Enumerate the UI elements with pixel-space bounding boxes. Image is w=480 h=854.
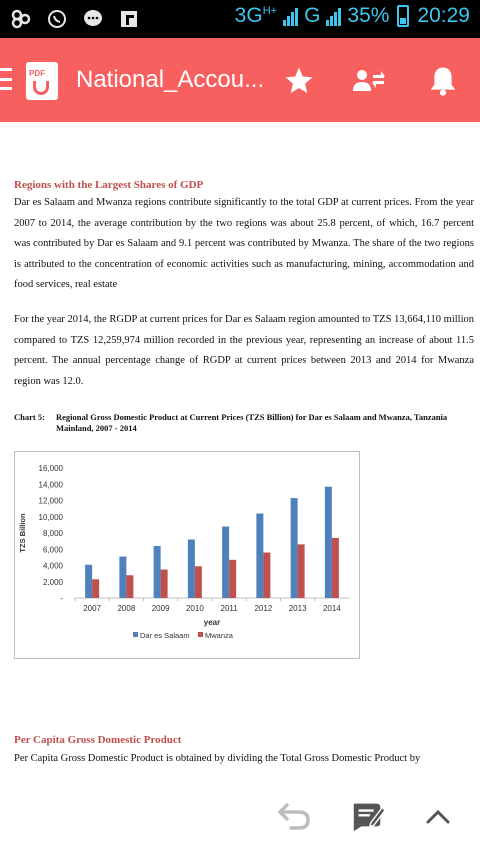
clock: 20:29 — [417, 4, 470, 27]
network-3g-label: $3G^{H+}$ — [234, 4, 278, 27]
signal-icon-2 — [326, 6, 341, 26]
y-axis-label: TZS Billion — [18, 513, 27, 553]
whatsapp-icon — [46, 8, 68, 30]
x-tick-label: 2009 — [151, 604, 170, 613]
menu-icon[interactable] — [0, 68, 12, 90]
x-tick-label: 2010 — [185, 604, 204, 613]
x-axis-label: year — [203, 618, 221, 627]
bell-icon[interactable] — [426, 64, 460, 98]
y-tick-label: 2,000 — [42, 577, 63, 587]
y-tick-label: 10,000 — [38, 512, 63, 522]
undo-icon[interactable] — [276, 798, 312, 834]
bar-mwanza-2014 — [332, 538, 339, 598]
y-tick-label: 8,000 — [42, 529, 63, 538]
x-tick-label: 2007 — [83, 604, 102, 613]
bar-dar-es-salaam-2010 — [188, 540, 195, 599]
paragraph-2: For the year 2014, the RGDP at current prices for Dar es Salaam region amounted to TZS 13,664,110 million compared to TZS 12,259,974 million recorded in the previous year, representing an increase of about 11.5 percent. The annual percentage change of RGDP at current prices between 2013 and 2014 for Mwanza region was 12.0. — [14, 314, 474, 387]
bar-mwanza-2012 — [263, 553, 270, 599]
bar-dar-es-salaam-2014 — [325, 487, 332, 598]
paragraph-3: Per Capita Gross Domestic Product is obtained by dividing the Total Gross Domestic Product by — [14, 753, 421, 764]
bar-dar-es-salaam-2013 — [291, 498, 298, 598]
legend-swatch — [198, 632, 203, 637]
x-tick-label: 2014 — [322, 604, 341, 613]
bar-dar-es-salaam-2007 — [85, 565, 92, 598]
star-icon[interactable] — [282, 64, 316, 98]
status-bar — [0, 0, 480, 38]
y-tick-label: 6,000 — [42, 545, 63, 555]
messenger-icon — [82, 8, 104, 30]
document-title: National_Accou... — [76, 66, 265, 93]
bar-mwanza-2008 — [126, 575, 133, 598]
y-tick-label: 12,000 — [38, 496, 63, 506]
annotate-icon[interactable] — [350, 798, 386, 834]
bar-mwanza-2011 — [229, 560, 236, 598]
pdf-label: PDF — [29, 69, 45, 78]
bar-mwanza-2007 — [92, 579, 99, 598]
y-tick-label: 4,000 — [42, 561, 63, 571]
bar-mwanza-2013 — [298, 544, 305, 598]
signal-icon — [283, 6, 298, 26]
x-tick-label: 2008 — [117, 604, 136, 613]
section-heading-per-capita: Per Capita Gross Domestic Product — [14, 734, 182, 746]
link-icon — [10, 8, 32, 30]
y-tick-label: - — [60, 594, 63, 603]
chart-caption-text: Regional Gross Domestic Product at Current Prices (TZS Billion) for Dar es Salaam and Mwanza, Tanzania Mainland, 2007 - 2014 — [56, 412, 448, 433]
app-bar — [0, 38, 480, 122]
section-heading-largest-shares: Regions with the Largest Shares of GDP — [14, 179, 204, 191]
bar-mwanza-2009 — [161, 570, 168, 598]
paragraph-1: Dar es Salaam and Mwanza regions contribute significantly to the total GDP at current prices. From the year 2007 to 2014, the average contribution by the two regions was about 25.8 percent, of which, 16.7 percent was contributed by Dar es Salaam and 9.1 percent was contributed by Mwanza. The share of the two regions is attributed to the concentration of economic activities such as manufacturing, mining, accommodation and food services, real estate — [14, 197, 474, 290]
user-settings-icon[interactable] — [352, 64, 386, 98]
battery-percent: 35% — [347, 4, 390, 27]
pdf-file-icon — [26, 62, 58, 100]
bar-dar-es-salaam-2009 — [154, 546, 161, 598]
y-tick-label: 14,000 — [38, 480, 63, 490]
legend-swatch — [133, 632, 138, 637]
bottom-toolbar — [0, 772, 480, 854]
bar-dar-es-salaam-2011 — [222, 527, 229, 599]
network-g-label: G — [304, 4, 321, 27]
legend-label: Mwanza — [205, 631, 233, 640]
x-tick-label: 2012 — [254, 604, 273, 613]
x-tick-label: 2013 — [288, 604, 307, 613]
x-tick-label: 2011 — [220, 604, 238, 613]
y-tick-label: 16,000 — [38, 464, 63, 473]
bar-dar-es-salaam-2012 — [256, 514, 263, 599]
chart-caption-label: Chart 5: — [14, 412, 45, 422]
chevron-up-icon[interactable] — [420, 798, 456, 834]
bar-mwanza-2010 — [195, 566, 202, 598]
bar-dar-es-salaam-2008 — [119, 557, 126, 598]
battery-icon — [397, 5, 409, 27]
pdf-page[interactable] — [0, 122, 480, 772]
legend-label: Dar es Salaam — [140, 631, 190, 640]
chart-caption — [14, 412, 474, 434]
gdp-bar-chart — [14, 451, 360, 659]
flipboard-icon — [118, 8, 140, 30]
chart-svg — [15, 452, 361, 660]
